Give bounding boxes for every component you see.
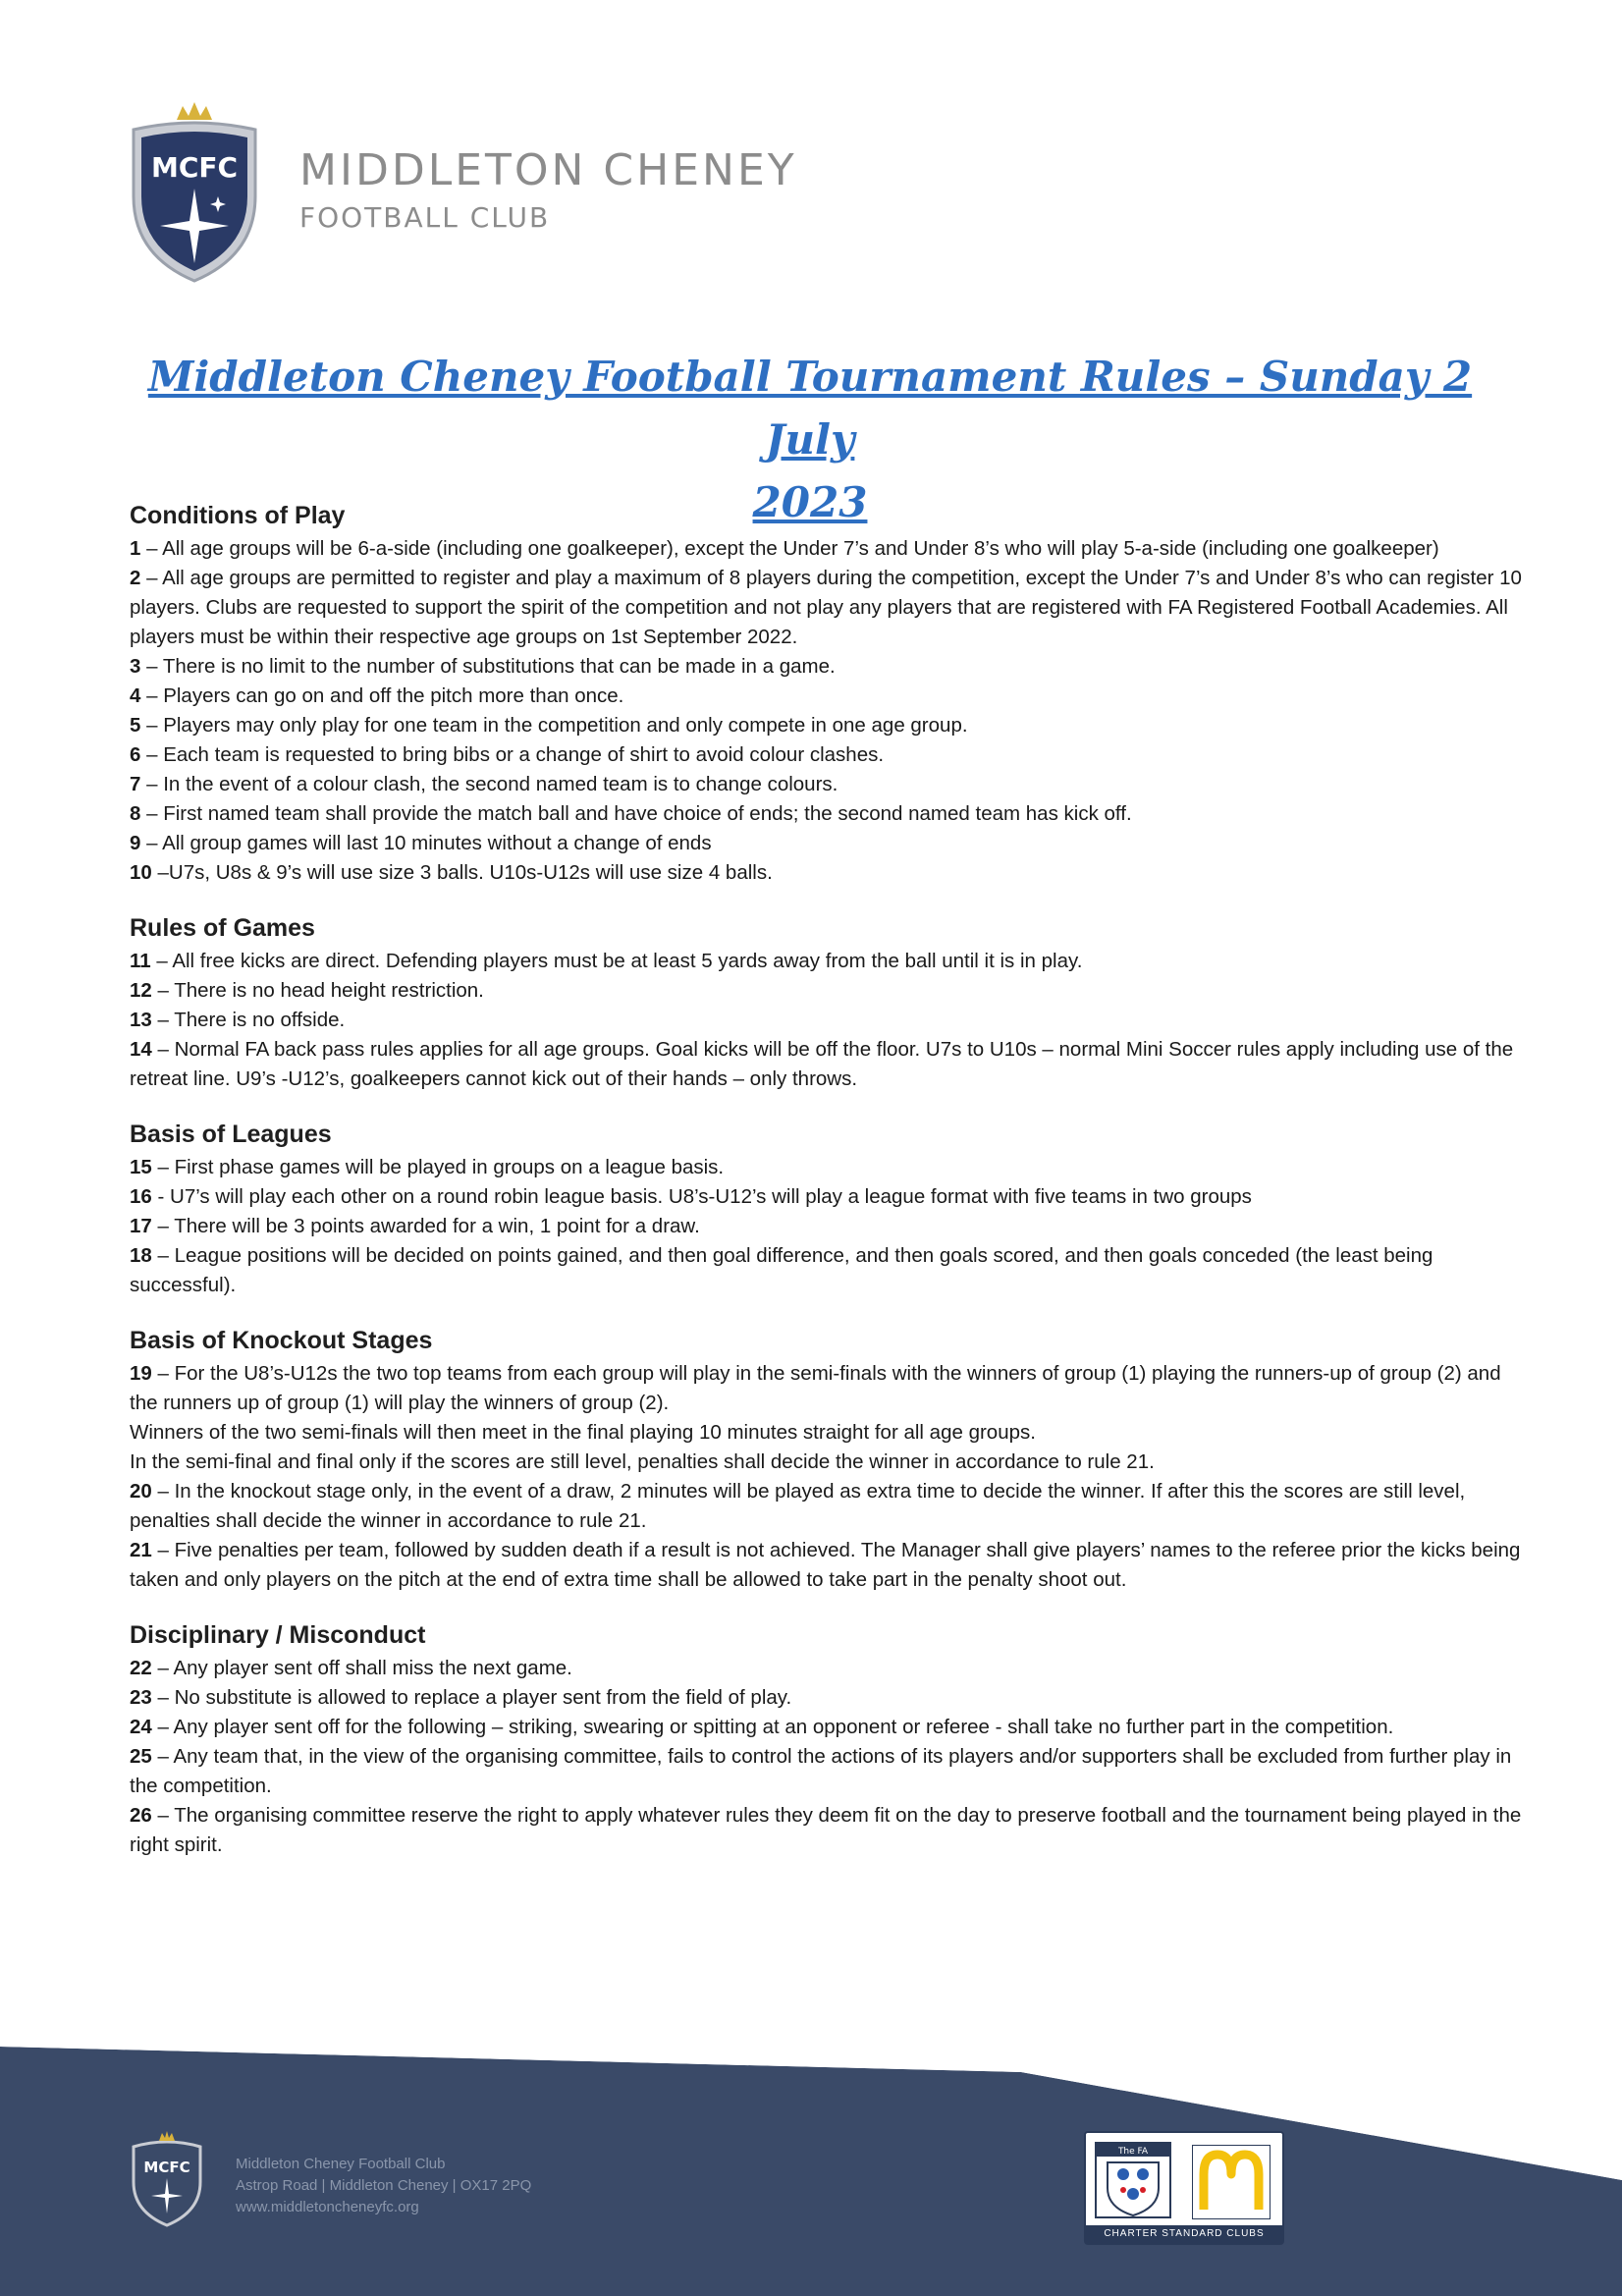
rule-item [130, 1035, 1524, 1094]
rule-item [130, 770, 1524, 799]
rule-item [130, 799, 1524, 829]
rule-text: – First phase games will be played in groups on a league basis. [151, 1156, 725, 1178]
rule-item [130, 1801, 1524, 1860]
rule-item [130, 829, 1524, 858]
rule-item [130, 1241, 1524, 1300]
rule-number: 22 [130, 1657, 152, 1679]
rule-text: – In the knockout stage only, in the event of a draw, 2 minutes will be played as extra time to decide the winner. If after this the scores are still level, penalties shall decide the winner in accordance to rule 21. [130, 1480, 1466, 1532]
rule-text: – There is no head height restriction. [151, 979, 484, 1002]
rule-item [130, 534, 1524, 564]
section-disciplinary-misconduct [130, 1620, 1524, 1860]
rule-text: In the semi-final and final only if the scores are still level, penalties shall decide the winner in accordance to rule 21. [130, 1450, 1155, 1473]
rule-number: 4 [130, 684, 141, 707]
rule-number: 9 [130, 832, 141, 854]
rule-text: – Any player sent off for the following – striking, swearing or spitting at an opponent or referee - shall take no further part in the competition. [151, 1716, 1394, 1738]
section-title: Basis of Knockout Stages [130, 1327, 433, 1354]
document-title-line2: 2023 [752, 478, 868, 526]
rule-number: 7 [130, 773, 141, 795]
footer-club-name: Middleton Cheney Football Club [236, 2156, 446, 2172]
rule-text: – No substitute is allowed to replace a player sent from the field of play. [151, 1686, 792, 1709]
rule-text: Winners of the two semi-finals will then meet in the final playing 10 minutes straight for all age groups. [130, 1421, 1036, 1444]
rules-content [130, 501, 1524, 1886]
rule-number: 12 [130, 979, 152, 1002]
rule-item [130, 1212, 1524, 1241]
section-rules-of-games [130, 913, 1524, 1094]
section-title: Conditions of Play [130, 502, 346, 529]
rule-text: – Five penalties per team, followed by sudden death if a result is not achieved. The Manager shall give players’ names to the referee prior the kicks being taken and only players on the pitch at the end of extra time shall be allowed to take part in the penalty shoot out. [130, 1539, 1521, 1591]
rule-text: – The organising committee reserve the right to apply whatever rules they deem fit on the day to preserve football and the tournament being played in the right spirit. [130, 1804, 1522, 1856]
charter-standard-badge [1084, 2131, 1284, 2245]
mcdonalds-logo-icon [1192, 2145, 1271, 2219]
fa-label: The FA [1117, 2147, 1149, 2157]
rule-number: 18 [130, 1244, 152, 1267]
rule-number: 10 [130, 861, 152, 884]
rule-item [130, 1683, 1524, 1713]
section-basis-of-knockout-stages [130, 1326, 1524, 1595]
rule-item [130, 1477, 1524, 1536]
rule-number: 5 [130, 714, 141, 737]
rule-number: 24 [130, 1716, 152, 1738]
footer-club-info [236, 2154, 531, 2218]
footer-crest-logo [128, 2129, 206, 2227]
rule-text: –U7s, U8s & 9’s will use size 3 balls. U10s-U12s will use size 4 balls. [151, 861, 773, 884]
rule-text: – League positions will be decided on points gained, and then goal difference, and then goals scored, and then goals conceded (the least being successful). [130, 1244, 1433, 1296]
rule-text: – There is no limit to the number of substitutions that can be made in a game. [140, 655, 836, 678]
rule-item [130, 740, 1524, 770]
rule-item [130, 652, 1524, 682]
rule-item [130, 1713, 1524, 1742]
section-title: Basis of Leagues [130, 1121, 332, 1148]
rule-item [130, 1359, 1524, 1418]
footer-website-link[interactable]: www.middletoncheneyfc.org [236, 2199, 419, 2215]
section-basis-of-leagues [130, 1120, 1524, 1300]
rule-number: 8 [130, 802, 141, 825]
rule-text: – All group games will last 10 minutes without a change of ends [140, 832, 712, 854]
rule-text: - U7’s will play each other on a round robin league basis. U8’s-U12’s will play a league format with five teams in two groups [151, 1185, 1252, 1208]
rule-number: 19 [130, 1362, 152, 1385]
section-title: Disciplinary / Misconduct [130, 1621, 426, 1649]
rule-text: – First named team shall provide the match ball and have choice of ends; the second named team has kick off. [140, 802, 1132, 825]
rule-number: 20 [130, 1480, 152, 1503]
rule-text: – All free kicks are direct. Defending players must be at least 5 yards away from the ball until it is in play. [150, 950, 1083, 972]
rule-number: 6 [130, 743, 141, 766]
club-name: MIDDLETON CHENEY [299, 145, 797, 195]
rule-number: 13 [130, 1009, 152, 1031]
rule-item [130, 564, 1524, 652]
rule-text: – All age groups will be 6-a-side (including one goalkeeper), except the Under 7’s and Under 8’s who will play 5-a-side (including one goalkeeper) [140, 537, 1439, 560]
rule-text: – Any team that, in the view of the organising committee, fails to control the actions of its players and/or supporters shall be excluded from further play in the competition. [130, 1745, 1512, 1797]
rule-text: – Players can go on and off the pitch more than once. [140, 684, 624, 707]
rule-number: 11 [130, 950, 151, 972]
fa-three-lions-icon [1094, 2141, 1172, 2219]
rule-number: 2 [130, 567, 141, 589]
rule-number: 17 [130, 1215, 152, 1237]
club-subtitle: FOOTBALL CLUB [299, 201, 551, 234]
rule-item [130, 1536, 1524, 1595]
rule-number: 25 [130, 1745, 152, 1768]
section-conditions-of-play [130, 501, 1524, 888]
rule-item [130, 1182, 1524, 1212]
rule-text: – Players may only play for one team in the competition and only compete in one age group. [140, 714, 968, 737]
rule-item [130, 1153, 1524, 1182]
rule-item [130, 1448, 1524, 1477]
footer-address: Astrop Road | Middleton Cheney | OX17 2PQ [236, 2177, 532, 2194]
rule-item [130, 947, 1524, 976]
rule-item [130, 976, 1524, 1006]
rule-text: – In the event of a colour clash, the second named team is to change colours. [140, 773, 838, 795]
rule-text: – Each team is requested to bring bibs or a change of shirt to avoid colour clashes. [140, 743, 885, 766]
rule-number: 26 [130, 1804, 152, 1827]
document-title-line1: Middleton Cheney Football Tournament Rules – Sunday 2 July [147, 353, 1473, 464]
rule-number: 3 [130, 655, 141, 678]
section-title: Rules of Games [130, 914, 315, 942]
rule-text: – There will be 3 points awarded for a win, 1 point for a draw. [151, 1215, 700, 1237]
badge-caption: CHARTER STANDARD CLUBS [1086, 2225, 1282, 2243]
footer-crest-text: MCFC [143, 2159, 190, 2176]
club-crest-logo [116, 98, 273, 285]
rule-item [130, 682, 1524, 711]
rule-item [130, 1742, 1524, 1801]
rule-number: 16 [130, 1185, 152, 1208]
rule-text: – There is no offside. [151, 1009, 346, 1031]
rule-number: 21 [130, 1539, 152, 1561]
rule-text: – Any player sent off shall miss the next game. [151, 1657, 572, 1679]
rule-item [130, 1006, 1524, 1035]
rule-number: 1 [130, 537, 141, 560]
rule-item [130, 1418, 1524, 1448]
rule-text: – For the U8’s-U12s the two top teams from each group will play in the semi-finals with the winners of group (1) playing the runners-up of group (2) and the runners up of group (1) will play the winners of group (2). [130, 1362, 1501, 1414]
rule-number: 15 [130, 1156, 152, 1178]
rule-number: 14 [130, 1038, 152, 1061]
rule-text: – All age groups are permitted to register and play a maximum of 8 players during the competition, except the Under 7’s and Under 8’s who can register 10 players. Clubs are requested to support the spirit of the competition and not play any players that are registered with FA Registered Football Academies. All players must be within their respective age groups on 1st September 2022. [130, 567, 1522, 648]
rule-item [130, 711, 1524, 740]
rule-item [130, 1654, 1524, 1683]
rule-text: – Normal FA back pass rules applies for all age groups. Goal kicks will be off the floor. U7s to U10s – normal Mini Soccer rules apply including use of the retreat line. U9’s -U12’s, goalkeepers cannot kick out of their hands – only throws. [130, 1038, 1514, 1090]
rule-number: 23 [130, 1686, 152, 1709]
rule-item [130, 858, 1524, 888]
crest-text: MCFC [150, 151, 239, 184]
